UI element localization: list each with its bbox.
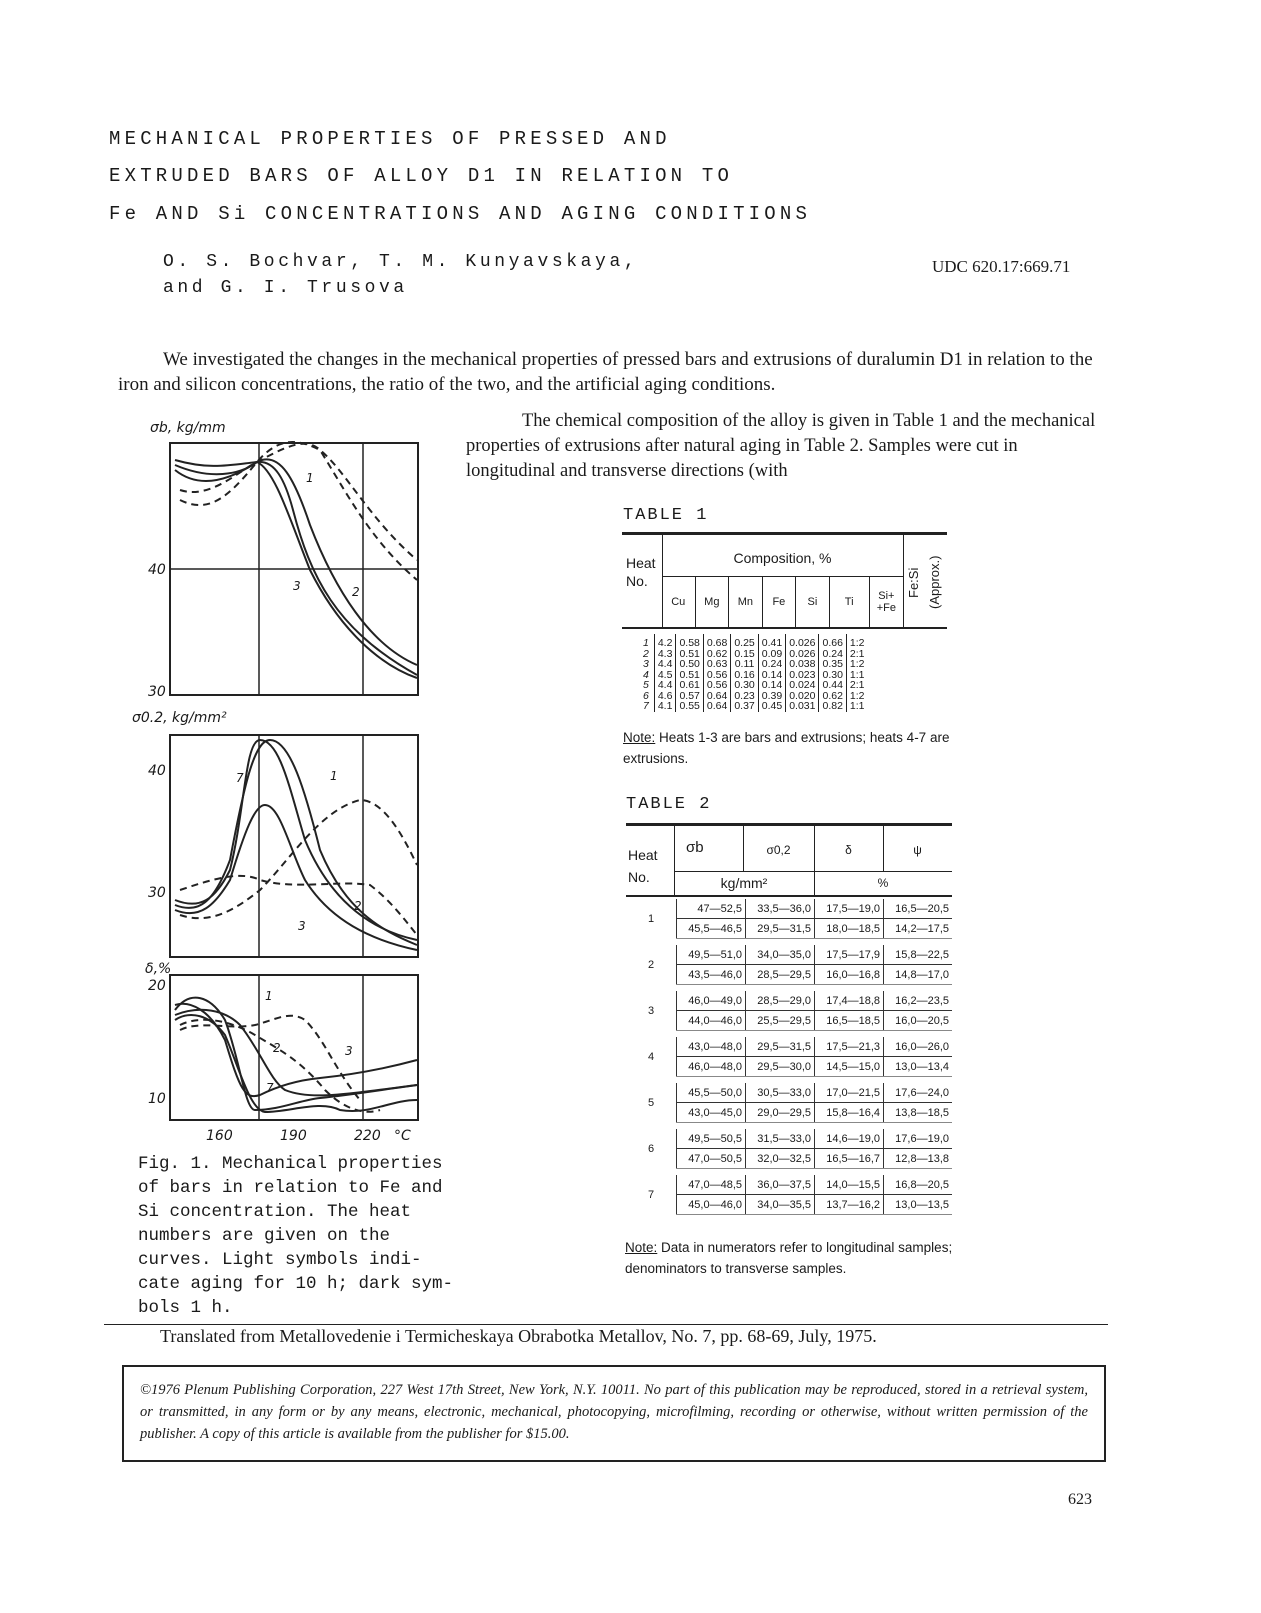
table2-cell-longitudinal: 17,5—19,0 xyxy=(815,899,884,919)
body-text: The chemical composition of the alloy is given in Table 1 and the mechanical properties of extrusions after natural aging in Table 2. Samples were cut in longitudinal and transverse directions (with xyxy=(466,411,1096,481)
top-tick-30: 30 xyxy=(148,684,166,700)
table1-title: TABLE 1 xyxy=(623,506,709,525)
table2-cell-transverse: 28,5—29,5 xyxy=(746,965,815,985)
translation-note: Translated from Metallovedenie i Termicheskaya Obrabotka Metallov, No. 7, pp. 68-69, July, 1975. xyxy=(160,1326,877,1346)
svg-text:2: 2 xyxy=(354,899,362,913)
table1-note-text: Heats 1-3 are bars and extrusions; heats 4-7 are extrusions. xyxy=(623,730,950,766)
table1-cell: 2 xyxy=(643,647,649,660)
table2-cell-longitudinal: 16,0—26,0 xyxy=(884,1037,952,1057)
table1-cell: 0.66 xyxy=(819,634,846,649)
table2-cell-longitudinal: 14,6—19,0 xyxy=(815,1129,884,1149)
table1-cell: 0.58 xyxy=(676,634,703,649)
table1-cell: 0.30 xyxy=(731,680,758,691)
bot-tick-10: 10 xyxy=(148,1091,166,1107)
figure-caption: Fig. 1. Mechanical properties of bars in relation to Fe and Si concentration. The heat numbers are given on the curves. Light symbols indi- cate aging for 10 h; dark sym- bols 1 h. xyxy=(138,1154,454,1318)
x-tick-unit: °C xyxy=(394,1128,411,1144)
table1-cell: 0.50 xyxy=(676,659,703,670)
table2-row-numerator xyxy=(626,1175,952,1195)
table1-cell: 2:1 xyxy=(846,649,867,660)
abstract: We investigated the changes in the mechanical properties of pressed bars and extrusions of duralumin D1 in relation to the iron and silicon concentrations, the ratio of the two, and the artificial aging conditions. xyxy=(118,349,1093,395)
table2-cell-longitudinal: 17,5—17,9 xyxy=(815,945,884,965)
udc-code: UDC 620.17:669.71 xyxy=(932,257,1071,276)
figure-1 xyxy=(130,410,450,1150)
table1-col-sife: Si+ +Fe xyxy=(869,576,903,627)
table2-heat-number: 5 xyxy=(647,1096,655,1109)
table2-cell-transverse: 14,2—17,5 xyxy=(884,919,952,939)
table1-cell: 0.14 xyxy=(758,670,785,681)
mid-tick-30: 30 xyxy=(148,885,166,901)
table2-cell-transverse: 12,8—13,8 xyxy=(884,1149,952,1169)
table2-row-numerator xyxy=(626,991,952,1011)
table2-col-psi: ψ xyxy=(913,843,922,857)
table1-cell: 4.2 xyxy=(654,634,676,649)
table2-cell-longitudinal: 49,5—51,0 xyxy=(677,945,746,965)
top-curve-labels xyxy=(293,471,360,599)
page-number: 623 xyxy=(1068,1491,1092,1508)
table2-cell-longitudinal: 17,5—21,3 xyxy=(815,1037,884,1057)
table2-cell-transverse: 13,8—18,5 xyxy=(884,1103,952,1123)
table1-cell: 0.45 xyxy=(758,701,785,712)
table2-cell-transverse: 43,0—45,0 xyxy=(677,1103,746,1123)
table1-cell: 0.09 xyxy=(758,649,785,660)
table1-cell: 0.16 xyxy=(731,670,758,681)
table2-cell-transverse: 44,0—46,0 xyxy=(677,1011,746,1031)
table1-cell: 0.038 xyxy=(786,659,819,670)
table2-cell-longitudinal: 16,5—20,5 xyxy=(884,899,952,919)
table2-cell-transverse: 29,5—31,5 xyxy=(746,919,815,939)
table2-cell-transverse: 16,0—16,8 xyxy=(815,965,884,985)
table2-heat-number: 1 xyxy=(647,912,655,925)
svg-text:1: 1 xyxy=(330,769,338,783)
table2-cell-longitudinal: 47,0—48,5 xyxy=(677,1175,746,1195)
table2-col-sb: σb xyxy=(686,839,704,856)
table1-cell: 2:1 xyxy=(846,680,867,691)
table2-cell-longitudinal: 49,5—50,5 xyxy=(677,1129,746,1149)
svg-text:3: 3 xyxy=(345,1044,353,1058)
table2-cell-longitudinal: 47—52,5 xyxy=(677,899,746,919)
table2-cell-longitudinal: 31,5—33,0 xyxy=(746,1129,815,1149)
table2-heat-number: 2 xyxy=(647,958,655,971)
table2-cell-longitudinal: 46,0—49,0 xyxy=(677,991,746,1011)
table2-cell-longitudinal: 36,0—37,5 xyxy=(746,1175,815,1195)
table1-cell: 1:2 xyxy=(846,634,867,649)
table1-note-label: Note: xyxy=(623,730,656,745)
copyright-box: ©1976 Plenum Publishing Corporation, 227 West 17th Street, New York, N.Y. 10011. No part of this publication may be reproduced, stored in a retrieval system, or transmitted, in any form or by any means, electronic, mechanical, photocopying, microfilming, recording or otherwise, without written permission of the publisher. A copy of this article is available from the publisher for $15.00. xyxy=(122,1365,1106,1462)
table1-cell: 0.23 xyxy=(731,691,758,702)
table1-cell: 4.1 xyxy=(654,701,676,712)
table1-cell: 0.24 xyxy=(819,649,846,660)
table2-cell-transverse: 43,5—46,0 xyxy=(677,965,746,985)
table1-cell: 0.61 xyxy=(676,680,703,691)
table2-body xyxy=(626,899,952,1215)
table1-row xyxy=(640,659,868,670)
table2-cell-transverse: 13,7—16,2 xyxy=(815,1195,884,1215)
mid-tick-40: 40 xyxy=(148,763,166,779)
footer-rule xyxy=(104,1324,1108,1325)
table1-cell: 4.3 xyxy=(654,649,676,660)
table1-col-mn: Mn xyxy=(728,576,762,627)
title-line-2: EXTRUDED BARS OF ALLOY D1 IN RELATION TO xyxy=(109,165,734,187)
table1-cell: 0.39 xyxy=(758,691,785,702)
table2-cell-longitudinal: 29,5—31,5 xyxy=(746,1037,815,1057)
table1-row xyxy=(640,680,868,691)
table1-cell: 0.023 xyxy=(786,670,819,681)
table1-body xyxy=(640,634,868,712)
table1-composition-label: Composition, % xyxy=(733,550,832,566)
table1-cell: 3 xyxy=(643,658,649,670)
table1-cell: 0.57 xyxy=(676,691,703,702)
table1-col-fe: Fe xyxy=(762,576,796,627)
table1-cell: 4.4 xyxy=(654,680,676,691)
bot-panel-frame xyxy=(170,975,418,1120)
svg-text:2: 2 xyxy=(273,1041,281,1055)
bot-tick-20: 20 xyxy=(148,978,166,994)
table1-cell: 4.5 xyxy=(654,670,676,681)
table2-note xyxy=(625,1237,965,1279)
table1-ratio-label: Fe:Si (Approx.) xyxy=(906,555,942,610)
table1-cell: 0.41 xyxy=(758,634,785,649)
table2-cell-transverse: 34,0—35,5 xyxy=(746,1195,815,1215)
x-tick-220: 220 xyxy=(354,1128,381,1144)
table1-cell: 0.35 xyxy=(819,659,846,670)
table1-col-ti: Ti xyxy=(829,576,869,627)
top-tick-40: 40 xyxy=(148,562,166,578)
table2-cell-transverse: 16,0—20,5 xyxy=(884,1011,952,1031)
table2-cell-longitudinal: 16,2—23,5 xyxy=(884,991,952,1011)
svg-text:1: 1 xyxy=(265,989,273,1003)
table1-cell: 1:1 xyxy=(846,701,867,712)
table1-cell: 0.55 xyxy=(676,701,703,712)
table1-cell: 0.024 xyxy=(786,680,819,691)
table1-cell: 4.4 xyxy=(654,659,676,670)
table1-columns xyxy=(662,576,903,627)
top-panel-ylabel: σb, kg/mm xyxy=(150,420,226,436)
table1-cell: 0.68 xyxy=(703,634,730,649)
mid-panel-curves xyxy=(175,740,417,950)
table1-cell: 0.25 xyxy=(731,634,758,649)
table2-cell-longitudinal: 43,0—48,0 xyxy=(677,1037,746,1057)
table1-cell: 0.24 xyxy=(758,659,785,670)
table1-cell: 0.026 xyxy=(786,649,819,660)
table1-col-mg: Mg xyxy=(695,576,729,627)
table2-cell-transverse: 14,5—15,0 xyxy=(815,1057,884,1077)
table2-cell-transverse: 16,5—16,7 xyxy=(815,1149,884,1169)
x-tick-190: 190 xyxy=(280,1128,307,1144)
table1-cell: 0.37 xyxy=(731,701,758,712)
table1-cell: 0.62 xyxy=(703,649,730,660)
bot-panel-ylabel: δ,% xyxy=(145,961,172,977)
table2-header xyxy=(626,823,952,897)
svg-text:2: 2 xyxy=(352,585,360,599)
mid-panel-ylabel: σ0.2, kg/mm² xyxy=(132,710,227,726)
table2-cell-longitudinal: 15,8—22,5 xyxy=(884,945,952,965)
top-panel-curves xyxy=(175,442,417,678)
table1-cell: 0.026 xyxy=(786,634,819,649)
table2-cell-longitudinal: 30,5—33,0 xyxy=(746,1083,815,1103)
table2-cell-transverse: 45,5—46,5 xyxy=(677,919,746,939)
table2-cell-longitudinal: 28,5—29,0 xyxy=(746,991,815,1011)
table1-cell: 1:2 xyxy=(846,659,867,670)
table1-col-cu: Cu xyxy=(671,595,686,608)
table2-cell-longitudinal: 17,6—19,0 xyxy=(884,1129,952,1149)
svg-text:7: 7 xyxy=(236,771,244,785)
x-tick-160: 160 xyxy=(206,1128,233,1144)
table2-cell-transverse: 16,5—18,5 xyxy=(815,1011,884,1031)
table1-cell: 0.031 xyxy=(786,701,819,712)
table2-cell-transverse: 18,0—18,5 xyxy=(815,919,884,939)
table1-header xyxy=(622,532,947,630)
table1-cell: 0.11 xyxy=(731,659,758,670)
svg-text:1: 1 xyxy=(306,471,314,485)
table1-cell: 0.82 xyxy=(819,701,846,712)
table2-heat-number: 3 xyxy=(647,1004,655,1017)
table2-cell-longitudinal: 17,6—24,0 xyxy=(884,1083,952,1103)
table2-col-delta: δ xyxy=(845,843,852,857)
table1-row xyxy=(640,701,868,712)
table2-cell-transverse: 13,0—13,4 xyxy=(884,1057,952,1077)
table1-cell: 0.020 xyxy=(786,691,819,702)
table1-cell: 0.14 xyxy=(758,680,785,691)
table2-note-text: Data in numerators refer to longitudinal samples; denominators to transverse samples. xyxy=(625,1240,953,1276)
table2-row-numerator xyxy=(626,945,952,965)
table2-heat-number: 4 xyxy=(647,1050,655,1063)
table2-cell-transverse: 13,0—13,5 xyxy=(884,1195,952,1215)
table1-cell: 0.30 xyxy=(819,670,846,681)
table1-cell: 0.62 xyxy=(819,691,846,702)
table2-title: TABLE 2 xyxy=(626,795,712,814)
mid-curve-labels xyxy=(236,769,362,933)
table2-cell-transverse: 25,5—29,5 xyxy=(746,1011,815,1031)
table2-col-s02: σ0,2 xyxy=(766,843,791,857)
table1-cell: 6 xyxy=(643,689,649,702)
table2-cell-longitudinal: 33,5—36,0 xyxy=(746,899,815,919)
table2-cell-transverse: 47,0—50,5 xyxy=(677,1149,746,1169)
table1-row xyxy=(640,634,868,649)
table2-row-numerator xyxy=(626,1129,952,1149)
table2-row-numerator xyxy=(626,1037,952,1057)
table2-cell-longitudinal: 17,4—18,8 xyxy=(815,991,884,1011)
table2-cell-transverse: 46,0—48,0 xyxy=(677,1057,746,1077)
table2-heat-label: Heat No. xyxy=(628,847,658,885)
authors-line-1: O. S. Bochvar, T. M. Kunyavskaya, xyxy=(163,252,639,272)
table1-cell: 1 xyxy=(643,637,649,649)
table1-col-si: Si xyxy=(795,576,829,627)
table2-cell-transverse: 14,8—17,0 xyxy=(884,965,952,985)
table1-cell: 0.56 xyxy=(703,670,730,681)
table2-heat-number: 7 xyxy=(647,1188,655,1201)
svg-text:7: 7 xyxy=(266,1081,274,1095)
table1-cell: 0.64 xyxy=(703,701,730,712)
table1-cell: 4 xyxy=(643,668,649,681)
table1-cell: 4.6 xyxy=(654,691,676,702)
title-line-1: MECHANICAL PROPERTIES OF PRESSED AND xyxy=(109,128,671,150)
bot-panel-curves xyxy=(175,998,417,1112)
table2-heat-number: 6 xyxy=(647,1142,655,1155)
table1-cell: 0.64 xyxy=(703,691,730,702)
table2-unit-pct: % xyxy=(877,876,889,890)
table2-note-label: Note: xyxy=(625,1240,658,1255)
authors-line-2: and G. I. Trusova xyxy=(163,278,408,298)
authors xyxy=(163,249,638,301)
table2-cell-longitudinal: 17,0—21,5 xyxy=(815,1083,884,1103)
table1-cell: 0.56 xyxy=(703,680,730,691)
table2-row-numerator xyxy=(626,899,952,919)
table1-cell: 0.63 xyxy=(703,659,730,670)
table1-cell: 0.51 xyxy=(676,649,703,660)
table2-cell-longitudinal: 45,5—50,0 xyxy=(677,1083,746,1103)
table2-cell-transverse: 45,0—46,0 xyxy=(677,1195,746,1215)
table2-cell-longitudinal: 16,8—20,5 xyxy=(884,1175,952,1195)
table2-row-numerator xyxy=(626,1083,952,1103)
svg-text:3: 3 xyxy=(298,919,306,933)
table1-heat-label: Heat No. xyxy=(626,555,656,589)
table2-cell-transverse: 29,5—30,0 xyxy=(746,1057,815,1077)
figure-svg xyxy=(130,410,450,1150)
table1-cell: 7 xyxy=(643,700,649,712)
svg-text:3: 3 xyxy=(293,579,301,593)
table1-cell: 5 xyxy=(643,679,649,691)
table2-cell-transverse: 15,8—16,4 xyxy=(815,1103,884,1123)
table2-cell-longitudinal: 34,0—35,0 xyxy=(746,945,815,965)
table2-unit-kg: kg/mm² xyxy=(720,875,768,891)
mid-panel-frame xyxy=(170,735,418,957)
table1-note xyxy=(623,727,963,769)
table1-cell: 0.44 xyxy=(819,680,846,691)
table2-cell-transverse: 29,0—29,5 xyxy=(746,1103,815,1123)
table1-cell: 1:1 xyxy=(846,670,867,681)
table1-cell: 1:2 xyxy=(846,691,867,702)
table1-cell: 0.51 xyxy=(676,670,703,681)
table2-cell-transverse: 32,0—32,5 xyxy=(746,1149,815,1169)
table1-cell: 0.15 xyxy=(731,649,758,660)
title-line-3: Fe AND Si CONCENTRATIONS AND AGING CONDITIONS xyxy=(109,203,812,225)
table2-cell-longitudinal: 14,0—15,5 xyxy=(815,1175,884,1195)
